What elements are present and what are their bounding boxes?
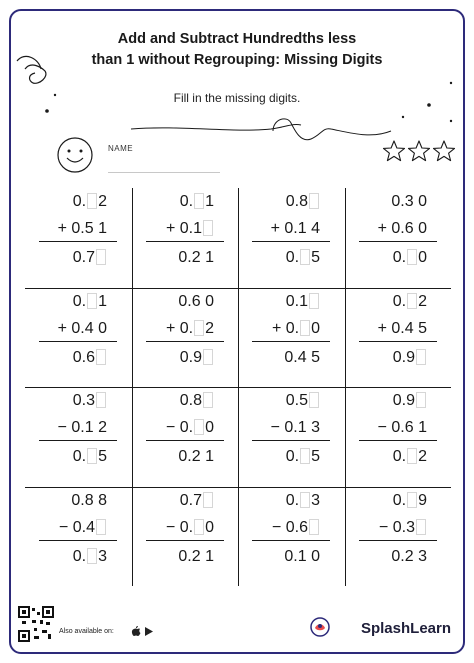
operator-sign: + [165,220,180,237]
top-number [73,192,107,212]
sum-rule-line [146,341,224,342]
missing-digit-box[interactable] [407,448,417,464]
operator-sign: − [270,419,285,436]
answer-number [286,248,320,268]
digit-text: 0. [285,448,300,465]
digit-text: 0.6 0 [391,220,427,237]
missing-digit-box[interactable] [309,519,319,535]
available-on-text: Also available on: [59,628,114,635]
missing-digit-box[interactable] [300,249,310,265]
top-number [73,292,107,312]
missing-digit-box[interactable] [407,293,417,309]
digit-text: 0. [285,492,300,509]
digit-text: 1 [205,193,214,210]
problem-grid [25,188,451,586]
digit-text: 0.1 4 [284,220,320,237]
missing-digit-box[interactable] [194,519,204,535]
digit-text: 0. [179,419,194,436]
digit-text: 0. [72,448,87,465]
digit-text: 0. [392,492,407,509]
missing-digit-box[interactable] [194,193,204,209]
digit-text: 0.3 [72,392,95,409]
bottom-number [166,518,214,538]
missing-digit-box[interactable] [407,249,417,265]
digit-text: 0.3 [392,519,415,536]
missing-digit-box[interactable] [416,392,426,408]
sum-rule-line [359,440,437,441]
smiley-face-icon [55,135,95,175]
sum-rule-line [252,540,330,541]
sum-rule-line [39,440,117,441]
problem-cell [25,487,131,585]
answer-number [73,447,107,467]
missing-digit-box[interactable] [87,448,97,464]
digit-text: 0.9 [179,349,202,366]
digit-text: 0.2 1 [178,448,214,465]
operator-sign: + [270,220,285,237]
answer-number [180,348,214,368]
top-number [286,292,320,312]
digit-text: 0 [418,249,427,266]
digit-text: 0.1 3 [284,419,320,436]
digit-text: 0. [72,548,87,565]
digit-text: 0 [205,419,214,436]
problem-cell [25,188,131,286]
problem-cell [238,188,344,286]
digit-text: 0.3 0 [391,193,427,210]
top-number [391,192,427,212]
operator-sign: + [377,220,392,237]
sum-rule-line [146,241,224,242]
sum-rule-line [39,341,117,342]
problem-cell [238,387,344,485]
bottom-number [58,418,107,438]
digit-text: 0. [179,193,194,210]
missing-digit-box[interactable] [87,548,97,564]
top-number [286,192,320,212]
top-number [178,292,214,312]
operator-sign: − [165,419,180,436]
digit-text: 2 [205,320,214,337]
digit-text: 0.2 1 [178,548,214,565]
missing-digit-box[interactable] [416,519,426,535]
digit-text: 1 [98,293,107,310]
missing-digit-box[interactable] [96,519,106,535]
bottom-number [166,319,214,339]
missing-digit-box[interactable] [203,220,213,236]
missing-digit-box[interactable] [96,249,106,265]
operator-sign: − [58,519,73,536]
title-line-2: than 1 without Regrouping: Missing Digits [91,52,383,68]
digit-text: 0.1 2 [71,419,107,436]
digit-text: 0.1 [285,293,308,310]
operator-sign: − [271,519,286,536]
digit-text: 3 [98,548,107,565]
missing-digit-box[interactable] [300,320,310,336]
sum-rule-line [359,540,437,541]
problem-cell [345,387,451,485]
problem-cell [345,288,451,386]
digit-text: 3 [311,492,320,509]
missing-digit-box[interactable] [300,492,310,508]
bottom-number [378,319,427,339]
digit-text: 0. [72,293,87,310]
rating-stars-icon [382,139,460,165]
answer-number [73,248,107,268]
missing-digit-box[interactable] [300,448,310,464]
missing-digit-box[interactable] [194,419,204,435]
problem-cell [345,487,451,585]
qr-code-icon [18,606,54,642]
digit-text: 2 [418,448,427,465]
digit-text: 0.7 [179,492,202,509]
bottom-number [379,518,427,538]
bottom-number [166,219,214,239]
operator-sign: + [57,320,72,337]
digit-text: 0.5 [285,392,308,409]
missing-digit-box[interactable] [203,492,213,508]
digit-text: 5 [98,448,107,465]
digit-text: 0.5 1 [71,220,107,237]
app-store-icons[interactable] [131,625,155,637]
digit-text: 9 [418,492,427,509]
digit-text: 5 [311,448,320,465]
missing-digit-box[interactable] [203,392,213,408]
digit-text: 0.1 0 [284,548,320,565]
worksheet-title [11,29,463,71]
answer-number [73,547,107,567]
answer-number [178,547,214,567]
answer-number [286,447,320,467]
top-number [180,491,214,511]
digit-text: 0. [392,448,407,465]
top-number [73,391,107,411]
digit-text: 0. [392,249,407,266]
digit-text: 0.6 0 [178,293,214,310]
missing-digit-box[interactable] [309,193,319,209]
operator-sign: − [378,519,393,536]
digit-text: 0.4 5 [284,349,320,366]
top-number [180,391,214,411]
name-label: NAME [108,144,134,153]
answer-number [393,348,427,368]
digit-text: 0.8 [179,392,202,409]
missing-digit-box[interactable] [309,293,319,309]
instructions: Fill in the missing digits. [173,91,301,105]
operator-sign: + [57,220,72,237]
sum-rule-line [39,241,117,242]
answer-number [178,447,214,467]
sum-rule-line [252,241,330,242]
bottom-number [58,319,107,339]
bottom-number [271,418,320,438]
digit-text: 0. [72,193,87,210]
problem-cell [132,387,238,485]
top-number [393,391,427,411]
top-number [393,292,427,312]
digit-text: 0.4 [72,519,95,536]
operator-sign: − [57,419,72,436]
missing-digit-box[interactable] [194,320,204,336]
problem-cell [25,288,131,386]
digit-text: 0 [311,320,320,337]
digit-text: 0.9 [392,392,415,409]
sum-rule-line [359,341,437,342]
problem-cell [25,387,131,485]
name-field[interactable] [108,172,220,173]
sum-rule-line [39,540,117,541]
top-number [286,491,320,511]
missing-digit-box[interactable] [416,349,426,365]
digit-text: 0.7 [72,249,95,266]
digit-text: 2 [418,293,427,310]
problem-cell [132,188,238,286]
answer-number [393,447,427,467]
problem-cell [345,188,451,286]
digit-text: 0.8 8 [71,492,107,509]
problem-cell [132,288,238,386]
digit-text: 0.4 5 [391,320,427,337]
brand-name: SplashLearn [360,620,451,637]
bottom-number [59,518,107,538]
bottom-number [378,418,427,438]
answer-number [393,248,427,268]
digit-text: 0.2 3 [391,548,427,565]
bottom-number [378,219,427,239]
digit-text: 0.2 1 [178,249,214,266]
digit-text: 5 [311,249,320,266]
digit-text: 0.9 [392,349,415,366]
problem-cell [238,288,344,386]
bottom-number [58,219,107,239]
bottom-number [272,319,320,339]
operator-sign: + [165,320,180,337]
digit-text: 0.8 [285,193,308,210]
missing-digit-box[interactable] [87,193,97,209]
footer [9,598,465,654]
problem-cell [238,487,344,585]
missing-digit-box[interactable] [309,392,319,408]
digit-text: 0.6 [285,519,308,536]
sum-rule-line [146,440,224,441]
digit-text: 0. [392,293,407,310]
digit-text: 0.1 [179,220,202,237]
bottom-number [166,418,214,438]
answer-number [391,547,427,567]
sum-rule-line [359,241,437,242]
sum-rule-line [146,540,224,541]
top-number [286,391,320,411]
problem-cell [132,487,238,585]
digit-text: 0 [205,519,214,536]
digit-text: 0.4 0 [71,320,107,337]
missing-digit-box[interactable] [203,349,213,365]
digit-text: 2 [98,193,107,210]
answer-number [284,348,320,368]
top-number [393,491,427,511]
title-line-1: Add and Subtract Hundredths less [117,31,357,47]
operator-sign: + [271,320,286,337]
digit-text: 0.6 1 [391,419,427,436]
top-number [71,491,107,511]
top-number [180,192,214,212]
digit-text: 0.6 [72,349,95,366]
operator-sign: − [165,519,180,536]
operator-sign: + [377,320,392,337]
missing-digit-box[interactable] [96,349,106,365]
answer-number [178,248,214,268]
digit-text: 0. [179,519,194,536]
missing-digit-box[interactable] [96,392,106,408]
bottom-number [272,518,320,538]
digit-text: 0. [285,249,300,266]
digit-text: 0. [285,320,300,337]
digit-text: 0. [179,320,194,337]
missing-digit-box[interactable] [87,293,97,309]
missing-digit-box[interactable] [407,492,417,508]
answer-number [73,348,107,368]
splashlearn-logo-icon [310,617,330,637]
sum-rule-line [252,440,330,441]
answer-number [284,547,320,567]
sum-rule-line [252,341,330,342]
operator-sign: − [377,419,392,436]
bottom-number [271,219,320,239]
